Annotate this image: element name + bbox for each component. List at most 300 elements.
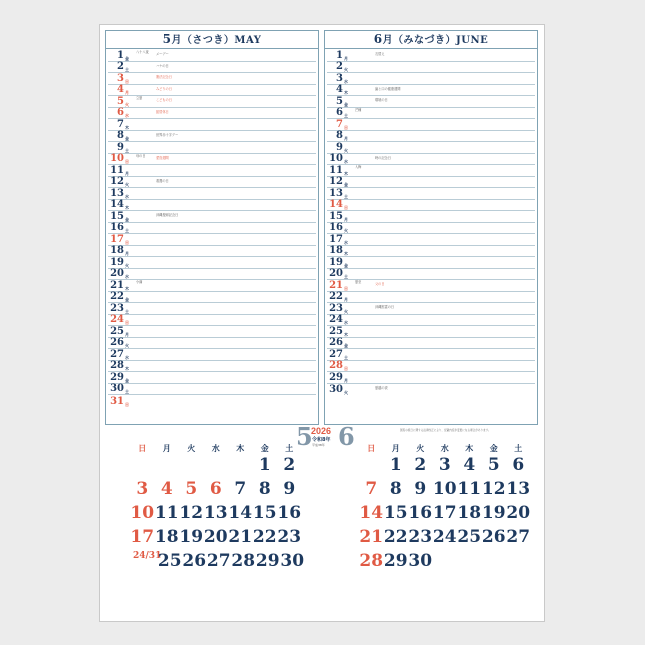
calendar-day: 29: [383, 551, 408, 571]
calendar-day: 29: [255, 551, 280, 571]
planner-date: 22: [329, 291, 343, 302]
may-planner-row: [108, 108, 316, 120]
planner-weekday: 月: [344, 136, 348, 141]
planner-date: 17: [329, 233, 343, 245]
planner-weekday: 水: [344, 320, 348, 325]
may-planner-row: [108, 372, 316, 384]
calendar-day: 21: [359, 527, 384, 547]
may-planner-row: [108, 223, 316, 235]
planner-event: 小満: [136, 280, 143, 284]
may-planner-month-label: 月（さつき）MAY: [171, 35, 262, 46]
planner-weekday: 水: [125, 193, 129, 199]
calendar-day: 11: [457, 479, 482, 499]
planner-weekday: 土: [344, 113, 348, 118]
planner-event: 芒種: [355, 107, 362, 112]
calendar-day: [204, 456, 229, 480]
planner-date: 21: [329, 279, 343, 291]
calendar-day: 3: [438, 455, 451, 475]
center-june-number: 6: [338, 422, 355, 451]
may-planner-row: [108, 177, 316, 189]
june-planner-row: [327, 177, 535, 189]
planner-event: 立夏: [136, 96, 143, 100]
june-planner-row: [327, 349, 535, 361]
planner-weekday: 月: [125, 331, 129, 337]
planner-date: 1: [117, 49, 124, 61]
planner-date: 29: [329, 371, 343, 383]
calendar-day: 15: [252, 503, 277, 523]
calendar-week: [359, 456, 531, 480]
calendar-day: 9: [283, 479, 296, 499]
planner-date: 3: [117, 72, 124, 84]
planner-event: 母の日: [136, 153, 146, 158]
planner-date: 22: [110, 291, 124, 302]
june-planner-row: [327, 280, 535, 292]
planner-date: 15: [329, 210, 343, 222]
june-planner-row: [327, 223, 535, 235]
planner-note: 父の日: [375, 282, 385, 286]
planner-weekday: 木: [344, 170, 348, 176]
weekday-label: 水: [440, 443, 449, 453]
may-planner-row: [108, 269, 316, 281]
calendar-day: 4: [160, 479, 173, 499]
june-planner-row: [327, 62, 535, 74]
calendar-day: 8: [258, 479, 271, 499]
planner-weekday: 金: [125, 136, 129, 141]
center-may-number: 5: [296, 422, 313, 451]
calendar-day: 23: [408, 527, 433, 547]
planner-weekday: 金: [344, 182, 348, 187]
may-planner-row: [108, 62, 316, 74]
planner-date: 18: [329, 245, 343, 256]
planner-date: 11: [329, 164, 343, 176]
planner-date: 10: [329, 153, 343, 164]
planner-note: メーデー: [156, 52, 169, 56]
calendar-day: [179, 456, 204, 480]
planner-date: 28: [110, 360, 124, 371]
planner-weekday: 金: [344, 343, 348, 348]
planner-date: 5: [336, 95, 343, 107]
planner-date: 26: [329, 337, 343, 348]
weekday-label: 火: [187, 443, 196, 453]
calendar-day: [457, 552, 482, 576]
june-planner-row: [327, 119, 535, 131]
june-planner-rows: [327, 50, 535, 395]
planner-weekday: 月: [125, 251, 129, 256]
planner-weekday: 土: [344, 274, 348, 279]
may-planner-row: [108, 131, 316, 143]
calendar-day: 19: [481, 503, 506, 523]
weekday-label: 土: [514, 443, 523, 453]
planner-date: 6: [117, 107, 124, 118]
planner-weekday: 土: [125, 147, 129, 153]
june-planner-row: [327, 50, 535, 62]
june-month-calendar: [359, 443, 531, 576]
planner-date: 16: [329, 222, 343, 233]
calendar-day: [359, 456, 384, 480]
planner-date: 8: [117, 130, 124, 141]
planner-note: 愛鳥週間: [156, 155, 169, 160]
planner-weekday: 水: [344, 159, 348, 164]
may-planner-row: [108, 303, 316, 315]
calendar-day: 25: [157, 551, 182, 571]
planner-weekday: 火: [344, 147, 348, 153]
may-planner-row: [108, 188, 316, 200]
calendar-day: 23: [277, 527, 302, 547]
planner-weekday: 金: [125, 297, 129, 302]
calendar-day: 2: [414, 455, 427, 475]
planner-date: 1: [336, 49, 343, 61]
planner-date: 18: [110, 245, 124, 256]
planner-date: 10: [110, 153, 124, 164]
may-month-calendar: [130, 443, 305, 576]
planner-weekday: 日: [125, 320, 129, 325]
planner-weekday: 火: [125, 262, 129, 268]
planner-date: 27: [110, 348, 124, 360]
planner-weekday: 日: [344, 366, 348, 371]
planner-weekday: 土: [344, 193, 348, 199]
planner-weekday: 金: [125, 55, 129, 61]
weekday-label: 月: [162, 443, 171, 453]
planner-note: 歯と口の健康週間: [375, 86, 401, 91]
planner-date: 6: [336, 107, 343, 118]
planner-weekday: 木: [344, 90, 348, 95]
planner-date: 12: [110, 176, 124, 187]
june-planner-row: [327, 246, 535, 258]
may-planner-row: [108, 257, 316, 269]
calendar-day: 9: [414, 479, 427, 499]
planner-weekday: 日: [125, 401, 129, 407]
calendar-day: 14: [359, 503, 384, 523]
calendar-day: 3: [136, 479, 149, 499]
calendar-day: [155, 456, 180, 480]
calendar-week: [130, 528, 305, 552]
weekday-label: 水: [211, 443, 220, 453]
calendar-day: 21: [228, 527, 253, 547]
planner-date: 23: [329, 302, 343, 314]
june-planner-month-num: 6: [373, 32, 383, 46]
planner-note: 憲法記念日: [156, 75, 172, 79]
calendar-day: 16: [408, 503, 433, 523]
planner-date: 23: [110, 302, 124, 314]
june-planner-row: [327, 372, 535, 384]
planner-date: 13: [329, 187, 343, 199]
weekday-label: 木: [236, 443, 245, 453]
planner-weekday: 土: [125, 228, 129, 233]
calendar-week: [130, 504, 305, 528]
calendar-day: 26: [481, 527, 506, 547]
planner-weekday: 土: [125, 389, 129, 394]
planner-date: 14: [110, 199, 124, 210]
june-planner-panel: [324, 30, 538, 425]
calendar-week: [359, 528, 531, 552]
planner-weekday: 火: [344, 228, 348, 233]
weekday-label: 土: [285, 443, 294, 453]
calendar-day: 22: [383, 527, 408, 547]
planner-date: 7: [336, 118, 343, 130]
calendar-day: 27: [206, 551, 231, 571]
planner-note: 夏越の祓: [375, 385, 388, 390]
calendar-week: [359, 552, 531, 576]
planner-date: 17: [110, 233, 124, 245]
planner-date: 29: [110, 371, 124, 383]
planner-date: 8: [336, 130, 343, 141]
calendar-day: [482, 552, 507, 576]
planner-date: 25: [329, 325, 343, 337]
june-planner-row: [327, 73, 535, 85]
planner-date: 21: [110, 279, 124, 291]
planner-weekday: 木: [125, 285, 129, 291]
weekday-label: 日: [367, 443, 376, 453]
planner-weekday: 土: [125, 67, 129, 72]
planner-weekday: 水: [125, 354, 129, 360]
may-planner-row: [108, 234, 316, 246]
may-planner-row: [108, 165, 316, 177]
center-year-sub: 平成38年: [312, 443, 325, 447]
planner-note: 衣替え: [375, 52, 385, 56]
planner-date: 7: [117, 118, 124, 130]
calendar-day: 4: [463, 455, 476, 475]
planner-weekday: 土: [344, 354, 348, 360]
planner-event: 夏至: [355, 280, 362, 284]
calendar-day: [506, 552, 531, 576]
calendar-day: 19: [179, 527, 204, 547]
planner-date: 4: [117, 84, 124, 95]
planner-event: 八十八夜: [136, 50, 149, 54]
calendar-day: 16: [277, 503, 302, 523]
planner-weekday: 火: [125, 182, 129, 187]
planner-weekday: 金: [344, 101, 348, 107]
planner-date: 4: [336, 84, 343, 95]
calendar-day: 7: [365, 479, 378, 499]
may-planner-row: [108, 73, 316, 85]
may-planner-row: [108, 292, 316, 304]
planner-date: 19: [329, 256, 343, 268]
calendar-day: 17: [432, 503, 457, 523]
may-planner-row: [108, 50, 316, 62]
calendar-day: 14: [228, 503, 253, 523]
planner-weekday: 水: [125, 113, 129, 118]
calendar-day: 6: [512, 455, 525, 475]
planner-weekday: 日: [125, 239, 129, 245]
calendar-day: 2: [283, 455, 296, 475]
planner-weekday: 木: [344, 251, 348, 256]
planner-date: 2: [117, 61, 124, 72]
june-planner-row: [327, 234, 535, 246]
calendar-day: [433, 552, 458, 576]
planner-date: 26: [110, 337, 124, 348]
calendar-day: 5: [185, 479, 198, 499]
calendar-day: 13: [203, 503, 228, 523]
calendar-day: 1: [389, 455, 402, 475]
planner-date: 31: [110, 395, 124, 407]
may-planner-row: [108, 280, 316, 292]
calendar-day: 12: [179, 503, 204, 523]
planner-note: 看護の日: [156, 178, 169, 183]
june-planner-row: [327, 303, 535, 315]
may-planner-rows: [108, 50, 316, 407]
planner-weekday: 火: [125, 101, 129, 107]
planner-weekday: 月: [125, 170, 129, 176]
may-planner-panel: [105, 30, 319, 425]
calendar-day: 20: [506, 503, 531, 523]
planner-date: 11: [110, 164, 124, 176]
planner-weekday: 日: [125, 159, 129, 164]
calendar-day: 24: [432, 527, 457, 547]
planner-weekday: 木: [125, 124, 129, 130]
planner-date: 2: [336, 61, 343, 72]
weekday-label: 月: [391, 443, 400, 453]
planner-weekday: 木: [125, 205, 129, 210]
may-planner-row: [108, 338, 316, 350]
june-planner-row: [327, 384, 535, 396]
june-planner-header: [325, 31, 537, 49]
june-planner-row: [327, 154, 535, 166]
june-planner-row: [327, 361, 535, 373]
planner-weekday: 金: [125, 216, 129, 222]
planner-date: 16: [110, 222, 124, 233]
planner-note: 沖縄慰霊の日: [375, 305, 395, 309]
planner-date: 12: [329, 176, 343, 187]
weekday-label: 木: [465, 443, 474, 453]
planner-weekday: 水: [344, 239, 348, 245]
planner-date: 14: [329, 199, 343, 210]
weekday-label: 金: [260, 443, 269, 453]
planner-date: 20: [110, 268, 124, 279]
planner-date: 5: [117, 95, 124, 107]
planner-weekday: 土: [125, 308, 129, 314]
june-planner-row: [327, 85, 535, 97]
planner-weekday: 火: [344, 390, 348, 395]
june-planner-row: [327, 338, 535, 350]
calendar-day: 13: [506, 479, 531, 499]
may-planner-row: [108, 384, 316, 396]
june-planner-row: [327, 315, 535, 327]
calendar-day: [228, 456, 253, 480]
planner-weekday: 日: [344, 124, 348, 130]
june-date-grid: [359, 456, 531, 576]
planner-date: 3: [336, 72, 343, 84]
planner-weekday: 月: [344, 55, 348, 61]
daily-planner: [105, 30, 539, 425]
may-planner-row: [108, 349, 316, 361]
calendar-day: 18: [457, 503, 482, 523]
calendar-day: 25: [457, 527, 482, 547]
planner-event: 入梅: [355, 165, 362, 169]
june-planner-row: [327, 200, 535, 212]
calendar-day: 30: [280, 551, 305, 571]
calendar-day: 6: [209, 479, 222, 499]
may-planner-row: [108, 142, 316, 154]
planner-weekday: 水: [125, 274, 129, 279]
planner-date: 13: [110, 187, 124, 199]
calendar-day: 26: [182, 551, 207, 571]
calendar-day: 17: [130, 527, 155, 547]
may-weekday-header: [130, 443, 305, 454]
center-era: 令和8年: [312, 437, 331, 443]
june-planner-row: [327, 257, 535, 269]
planner-date: 30: [329, 384, 343, 395]
planner-note: 振替休日: [156, 109, 169, 114]
planner-weekday: 月: [344, 377, 348, 383]
planner-weekday: 日: [344, 205, 348, 210]
planner-date: 24: [110, 314, 124, 325]
may-date-grid: [130, 456, 305, 576]
calendar-week: [359, 504, 531, 528]
planner-date: 25: [110, 325, 124, 337]
planner-weekday: 木: [125, 366, 129, 371]
planner-note: みどりの日: [156, 86, 172, 91]
june-planner-row: [327, 326, 535, 338]
calendar-day: 10: [432, 479, 457, 499]
planner-date: 9: [336, 141, 343, 153]
planner-date: 9: [117, 141, 124, 153]
calendar-day: 24/31: [133, 551, 162, 561]
planner-note: ハナの日: [156, 63, 169, 68]
june-planner-month-label: 月（みなづき）JUNE: [382, 35, 489, 46]
calendar-day: 7: [234, 479, 247, 499]
calendar-day: 11: [154, 503, 179, 523]
june-planner-row: [327, 211, 535, 223]
planner-weekday: 水: [344, 78, 348, 84]
june-planner-row: [327, 96, 535, 108]
planner-note: 世界赤十字デー: [156, 132, 179, 137]
holiday-footnote: 国民の祝日に関する法律改正により、記載内容が変更になる場合があります。: [400, 429, 491, 432]
planner-date: 30: [110, 383, 124, 394]
calendar-day: [130, 456, 155, 480]
calendar-day: 8: [389, 479, 402, 499]
planner-weekday: 日: [125, 78, 129, 84]
calendar-day: 12: [481, 479, 506, 499]
planner-note: 沖縄復帰記念日: [156, 213, 179, 217]
may-planner-row: [108, 246, 316, 258]
may-planner-row: [108, 200, 316, 212]
calendar-day: 27: [506, 527, 531, 547]
planner-weekday: 金: [344, 262, 348, 268]
may-planner-month-num: 5: [162, 32, 172, 46]
june-planner-row: [327, 269, 535, 281]
calendar-day: 15: [383, 503, 408, 523]
planner-weekday: 火: [344, 308, 348, 314]
may-planner-row: [108, 326, 316, 338]
june-weekday-header: [359, 443, 531, 454]
calendar-day: 20: [203, 527, 228, 547]
planner-weekday: 金: [125, 377, 129, 383]
calendar-week: [130, 552, 305, 576]
calendar-day: 1: [258, 455, 271, 475]
planner-weekday: 月: [344, 216, 348, 222]
planner-weekday: 月: [344, 297, 348, 302]
may-planner-row: [108, 395, 316, 407]
planner-date: 28: [329, 360, 343, 371]
calendar-week: [130, 456, 305, 480]
june-planner-row: [327, 108, 535, 120]
planner-weekday: 火: [344, 67, 348, 72]
may-planner-row: [108, 361, 316, 373]
june-planner-row: [327, 142, 535, 154]
weekday-label: 火: [416, 443, 425, 453]
weekday-label: 金: [489, 443, 498, 453]
calendar-day: 28: [231, 551, 256, 571]
planner-date: 27: [329, 348, 343, 360]
may-planner-row: [108, 154, 316, 166]
planner-weekday: 日: [344, 285, 348, 291]
june-planner-row: [327, 292, 535, 304]
planner-weekday: 木: [344, 331, 348, 337]
planner-note: 時の記念日: [375, 155, 391, 160]
center-year: 2026: [311, 426, 332, 436]
weekday-label: 日: [138, 443, 147, 453]
planner-date: 24: [329, 314, 343, 325]
